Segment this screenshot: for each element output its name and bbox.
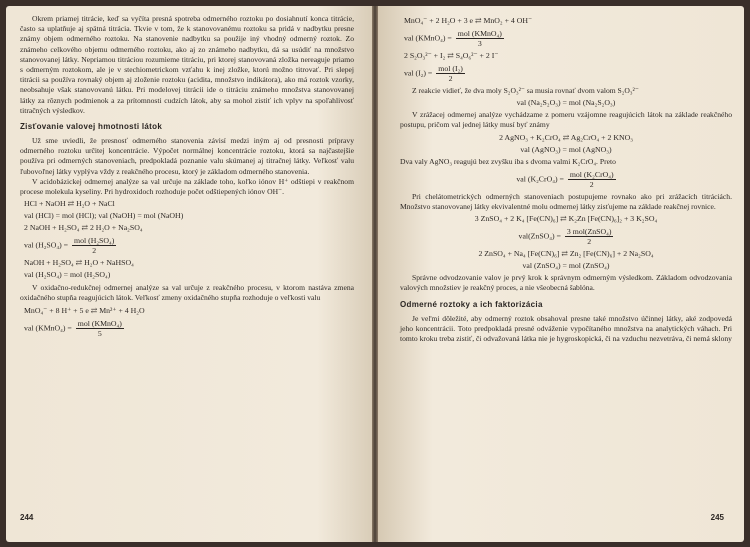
equation-lhs: val (KMnO₄) = <box>404 33 452 43</box>
fraction-denominator: 2 <box>448 74 453 83</box>
equation: MnO₄⁻ + 8 H⁺ + 5 e ⇄ Mn²⁺ + 4 H₂O <box>24 305 145 315</box>
equation: val (H₂SO₄) = mol (H₂SO₄) <box>24 270 111 280</box>
section-heading: Zisťovanie valovej hmotnosti látok <box>20 122 163 132</box>
equation: 2 S₂O₃²⁻ + I₂ ⇄ S₄O₆²⁻ + 2 I⁻ <box>404 51 499 60</box>
equation: val (HCl) = mol (HCl); val (NaOH) = mol (NaOH) <box>24 211 184 221</box>
equation: val (Na₂S₂O₃) = mol (Na₂S₂O₃) <box>516 98 616 108</box>
equation: MnO₄⁻ + 2 H₂O + 3 e ⇄ MnO₂ + 4 OH⁻ <box>404 16 533 25</box>
equation-fraction <box>404 64 732 83</box>
fraction-numerator: mol (K₂CrO₄) <box>569 169 614 179</box>
equation: 2 NaOH + H₂SO₄ ⇄ 2 H₂O + Na₂SO₄ <box>24 223 143 233</box>
equation-fraction <box>400 170 732 189</box>
fraction-numerator: 3 mol(ZnSO₄) <box>566 227 612 237</box>
paragraph: Z reakcie vidieť, že dva moly S₂O₃²⁻ sa musia rovnať dvom valom S₂O₃²⁻ <box>412 86 639 95</box>
equation: val (ZnSO₄) = mol (ZnSO₄) <box>522 261 610 271</box>
paragraph: Už sme uviedli, že presnosť odmerného stanovenia závisí medzi iným aj od presnosti prípravy odmerného roztoku určitej koncentrácie. Výpočet normálnej koncentrácie roztoku, ktorá sa najčastejšie používa pri odmerných stanoveniach, predpokladá poznanie valu skúmanej aj titračnej látky. Veľkosť valu ľubovoľnej látky vyplýva vždy z reakčného procesu, ktorý je základom odmerného stanovenia. <box>20 136 354 176</box>
fraction-denominator: 2 <box>589 179 594 189</box>
equation-fraction <box>404 29 732 48</box>
paragraph: Je veľmi dôležité, aby odmerný roztok obsahoval presne také množstvo účinnej látky, aké zodpovedá jeho koncentrácii. Toto predpokladá presné odváženie vypočítaného množstva na analytických váhach. Pri tomto kroku treba zistiť, či odvažovaná látka nie je hygroskopická, či na vzduchu nezvetráva, či nemá sklony <box>400 313 732 344</box>
fraction-denominator: 3 <box>477 39 482 48</box>
right-page <box>378 6 744 542</box>
section-heading: Odmerné roztoky a ich faktorizácia <box>400 299 543 309</box>
fraction-numerator: mol (KMnO₄) <box>457 29 502 38</box>
left-page <box>6 6 372 542</box>
equation: HCl + NaOH ⇄ H₂O + NaCl <box>24 199 115 209</box>
fraction-numerator: mol (KMnO₄) <box>77 318 122 328</box>
equation-lhs: val(ZnSO₄) = <box>518 231 561 241</box>
equation-fraction <box>24 236 354 255</box>
equation: 3 ZnSO₄ + 2 K₄ [Fe(CN)₆] ⇄ K₂Zn [Fe(CN)₆]₂ + 3 K₂SO₄ <box>474 214 658 224</box>
equation: val (AgNO₃) = mol (AgNO₃) <box>520 144 612 154</box>
equation-fraction <box>24 319 354 338</box>
equation-lhs: val (H₂SO₄) = <box>24 240 69 250</box>
equation: NaOH + H₂SO₄ ⇄ H₂O + NaHSO₄ <box>24 258 134 268</box>
paragraph: Dva valy AgNO₃ reagujú bez zvyšku iba s dvoma valmi K₂CrO₄. Preto <box>400 156 616 166</box>
fraction-denominator: 2 <box>92 246 97 256</box>
equation: 2 ZnSO₄ + Na₄ [Fe(CN)₆] ⇄ Zn₂ [Fe(CN)₆] + 2 Na₂SO₄ <box>478 249 654 259</box>
fraction-numerator: mol (I₂) <box>438 64 463 73</box>
equation-fraction <box>400 227 732 246</box>
paragraph: V oxidačno-redukčnej odmernej analýze sa val určuje z reakčného procesu, v ktorom nastáva zmena oxidačného stupňa reagujúcich látok. Veľkosť zmeny oxidačného stupňa rozhoduje o veľkosti valu <box>20 283 354 303</box>
paragraph: Pri chelátometrických odmerných stanoveniach postupujeme rovnako ako pri zrážacích titráciách. Množstvo stanovovanej látky ekvivalentné molu odmernej látky zisťujeme na základe reakčnej rovnice. <box>400 191 732 212</box>
fraction-denominator: 5 <box>97 328 102 338</box>
fraction-numerator: mol (H₂SO₄) <box>74 236 115 246</box>
page-number: 244 <box>20 513 34 522</box>
equation-lhs: val (I₂) = <box>404 68 433 78</box>
fraction-denominator: 2 <box>587 237 592 247</box>
paragraph: V zrážacej odmernej analýze vychádzame z pomeru vzájomne reagujúcich látok na základe reakčného postupu, pričom val jednej látky musí byť známy <box>400 110 732 130</box>
paragraph: Správne odvodzovanie valov je prvý krok k správnym odmerným výsledkom. Základom odvodzovania valových množstiev je reakčný proces, a nie všeobecná šablóna. <box>400 273 732 293</box>
paragraph: V acidobázickej odmernej analýze sa val určuje na základe toho, koľko iónov H⁺ odštiepi v reakčnom procese molekula kyseliny. Pri hydroxidoch rozhoduje počet odštiepených iónov OH⁻. <box>20 176 354 197</box>
equation-lhs: val (K₂CrO₄) = <box>516 174 564 184</box>
paragraph: Okrem priamej titrácie, keď sa vyčíta presná spotreba odmerného roztoku po dosiahnutí konca titrácie, často sa uplatňuje aj spätná titrácia. Tkvie v tom, že k stanovovanému roztoku sa pridá v nadbytku presne známy objem odmerného roztoku. Na stanovenie nadbytku sa použije iný vhodný odmerný roztok. Zo známeho celkového objemu odmerného roztoku, ako aj zo známeho nadbytku, dá sa usúdiť na množstvo stanovovanej látky. Nepriamou titráciou rozumieme titráciu, pri ktorej stanovovaná zložka nereaguje priamo s odmerným roztokom, ale je v stechiometrickom vzťahu k inej zložke, ktorú možno titrovať. Pri slepej titrácii sa používa rovnaký objem aj zloženie roztoku (acidita, množstvo indikátora), ako má roztok vzorky, neobsahuje však stanovovanú látku. Pri modelovej titrácii ide o titráciu známeho množstva stanovovanej látky za rôznych podmienok a za prítomnosti cudzích látok, aby sa mohol zistiť ich vplyv na spoľahlivosť titračných výsledkov. <box>20 14 354 115</box>
page-number: 245 <box>710 513 724 522</box>
equation-lhs: val (KMnO₄) = <box>24 322 72 332</box>
equation: 2 AgNO₃ + K₂CrO₄ ⇄ Ag₂CrO₄ + 2 KNO₃ <box>499 132 633 142</box>
